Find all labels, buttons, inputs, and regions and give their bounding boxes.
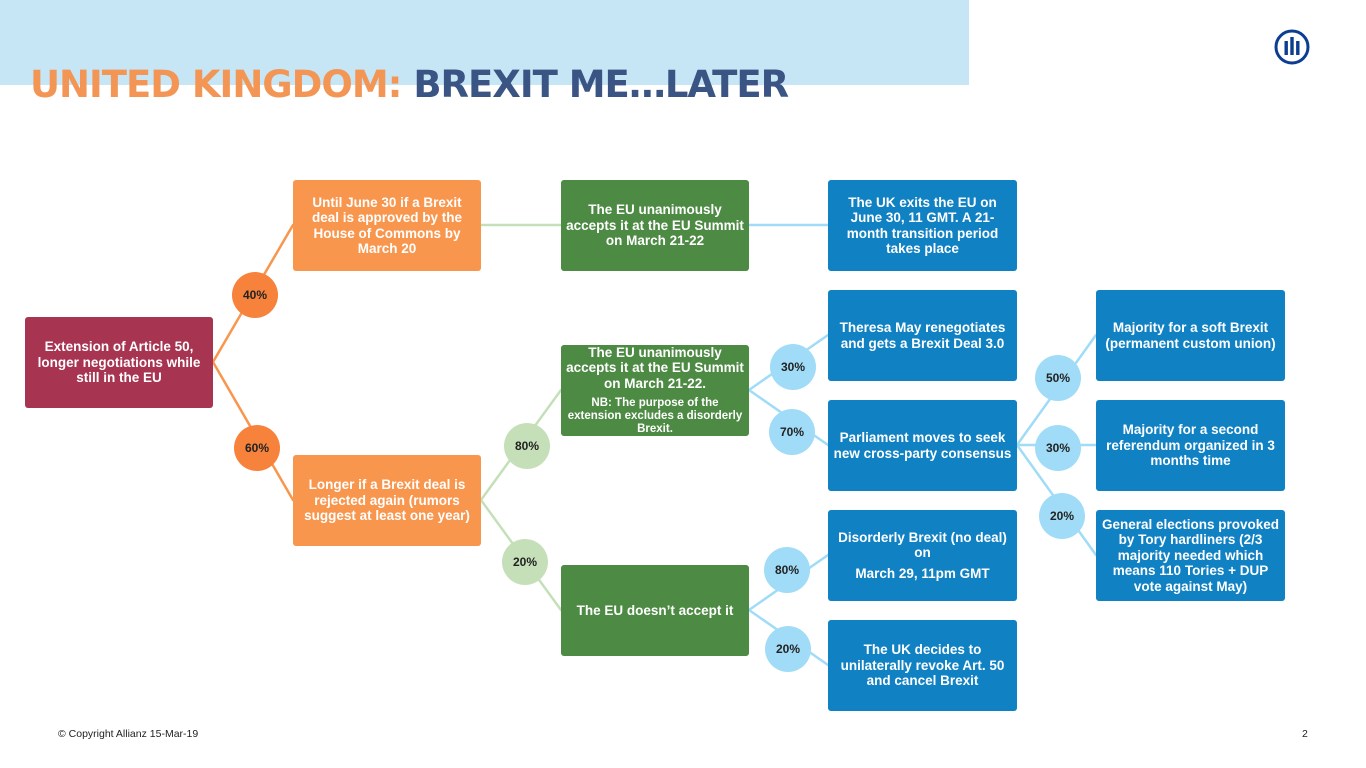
node-eu-accepts-long-note: NB: The purpose of the extension excludes a disorderly Brexit. — [567, 397, 743, 436]
node-long-extension-label: Longer if a Brexit deal is rejected again (rumors suggest at least one year) — [304, 477, 470, 524]
node-uk-exits-june-label: The UK exits the EU on June 30, 11 GMT. A 21-month transition period takes place — [846, 194, 999, 256]
node-eu-rejects — [561, 565, 749, 656]
node-eu-accepts-short — [561, 180, 749, 271]
probability-badge-eu-accepts: 80% — [504, 423, 550, 469]
node-second-referendum — [1096, 400, 1285, 491]
title-subject: BREXIT ME…LATER — [413, 63, 789, 106]
node-revoke-article-50 — [828, 620, 1017, 711]
node-soft-brexit-label: Majority for a soft Brexit (permanent custom union) — [1105, 320, 1276, 351]
node-second-referendum-label: Majority for a second referendum organized in 3 months time — [1106, 422, 1275, 469]
probability-badge-referendum: 30% — [1035, 425, 1081, 471]
probability-badge-cross-party: 70% — [769, 409, 815, 455]
probability-badge-short: 40% — [232, 272, 278, 318]
node-disorderly-brexit-line2: March 29, 11pm GMT — [855, 565, 990, 581]
node-general-elections — [1096, 510, 1285, 601]
node-may-renegotiates-label: Theresa May renegotiates and gets a Brexit Deal 3.0 — [839, 320, 1006, 351]
node-eu-accepts-long-label: The EU unanimously accepts it at the EU Summit on March 21-22. — [566, 344, 744, 391]
node-eu-accepts-long — [561, 345, 749, 436]
title-country: UNITED KINGDOM: — [30, 63, 402, 106]
probability-badge-long: 60% — [234, 425, 280, 471]
node-eu-rejects-label: The EU doesn’t accept it — [576, 602, 734, 618]
node-disorderly-brexit — [828, 510, 1017, 601]
node-eu-accepts-short-label: The EU unanimously accepts it at the EU Summit on March 21-22 — [566, 202, 744, 249]
root-node-article-50-extension — [25, 317, 213, 408]
node-revoke-article-50-label: The UK decides to unilaterally revoke Art. 50 and cancel Brexit — [840, 642, 1005, 689]
node-cross-party-consensus-label: Parliament moves to seek new cross-party consensus — [833, 430, 1012, 461]
root-node-label: Extension of Article 50, longer negotiations while still in the EU — [37, 339, 201, 386]
node-general-elections-label: General elections provoked by Tory hardliners (2/3 majority needed which means 110 Tories + DUP vote against May) — [1101, 516, 1280, 594]
node-short-extension-label: Until June 30 if a Brexit deal is approved by the House of Commons by March 20 — [311, 194, 463, 256]
node-short-extension — [293, 180, 481, 271]
node-uk-exits-june — [828, 180, 1017, 271]
probability-badge-disorderly: 80% — [764, 547, 810, 593]
node-cross-party-consensus — [828, 400, 1017, 491]
node-soft-brexit — [1096, 290, 1285, 381]
footer-copyright: © Copyright Allianz 15-Mar-19 — [58, 728, 199, 740]
probability-badge-revoke: 20% — [765, 626, 811, 672]
node-may-renegotiates — [828, 290, 1017, 381]
probability-badge-eu-rejects: 20% — [502, 539, 548, 585]
page-number: 2 — [1302, 728, 1308, 740]
probability-badge-renegotiate: 30% — [770, 344, 816, 390]
probability-badge-soft-brexit: 50% — [1035, 355, 1081, 401]
node-long-extension — [293, 455, 481, 546]
probability-badge-elections: 20% — [1039, 493, 1085, 539]
node-disorderly-brexit-line1: Disorderly Brexit (no deal) on — [838, 529, 1007, 561]
